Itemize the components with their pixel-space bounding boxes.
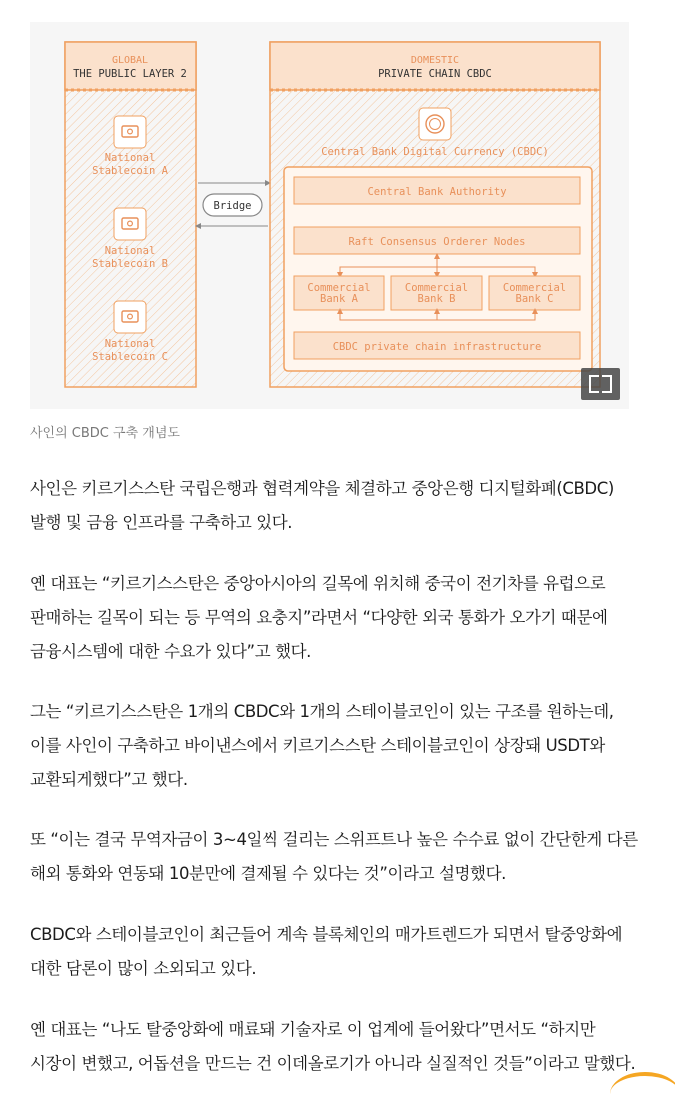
- cbdc-infrastructure-block: [284, 167, 592, 371]
- cbdc-private-chain-infrastructure: CBDC private chain infrastructure: [332, 341, 542, 353]
- bridge-label: Bridge: [213, 200, 252, 212]
- bank-b-line1: Commercial: [404, 282, 469, 294]
- article-paragraph: 옌 대표는 “키르기스스탄은 중앙아시아의 길목에 위치해 중국이 전기차를 유럽으로 판매하는 길목이 되는 등 무역의 요충지”라면서 “다양한 외국 통화가 오가기 때문에 금융시스템에 대한 수요가 있다”고 했다.: [30, 574, 608, 661]
- expand-image-button[interactable]: [581, 368, 620, 400]
- raft-consensus-nodes: Raft Consensus Orderer Nodes: [348, 236, 526, 248]
- cbdc-diagram-figure: [30, 22, 629, 409]
- figure-caption: 사인의 CBDC 구축 개념도: [30, 426, 180, 441]
- global-title: THE PUBLIC LAYER 2: [73, 68, 187, 80]
- bank-a-line2: Bank A: [320, 293, 358, 305]
- stablecoin-b-line2: Stablecoin B: [92, 258, 168, 270]
- cbdc-diagram: [30, 22, 629, 409]
- article-paragraph: 또 “이는 결국 무역자금이 3~4일씩 걸리는 스위프트나 높은 수수료 없이 간단한게 다른 해외 통화와 연동돼 10분만에 결제될 수 있다는 것”이라고 설명했다.: [30, 830, 638, 883]
- article-paragraph: CBDC와 스테이블코인이 최근들어 계속 블록체인의 매가트렌드가 되면서 탈중앙화에 대한 담론이 많이 소외되고 있다.: [30, 925, 623, 978]
- stablecoin-c-line1: National: [104, 338, 156, 350]
- article-paragraph: 그는 “키르기스스탄은 1개의 CBDC와 1개의 스테이블코인이 있는 구조를 원하는데, 이를 사인이 구축하고 바이낸스에서 키르기스스탄 스테이블코인이 상장돼 USDT와 교환되게했다”고 했다.: [30, 702, 614, 789]
- central-bank-authority: Central Bank Authority: [367, 186, 507, 198]
- floating-action-button[interactable]: [610, 1072, 675, 1116]
- domestic-small-label: DOMESTIC: [410, 55, 460, 66]
- bridge-connector: [198, 183, 268, 226]
- bank-c-line2: Bank C: [515, 293, 554, 305]
- domestic-title: PRIVATE CHAIN CBDC: [378, 68, 492, 80]
- stablecoin-a-line2: Stablecoin A: [92, 165, 168, 177]
- stablecoin-c-line2: Stablecoin C: [92, 351, 168, 363]
- stablecoin-a-line1: National: [104, 152, 156, 164]
- bank-b-line2: Bank B: [417, 293, 456, 305]
- stablecoin-b-line1: National: [104, 245, 156, 257]
- bank-c-line1: Commercial: [502, 282, 567, 294]
- bank-a-line1: Commercial: [307, 282, 371, 294]
- global-small-label: GLOBAL: [111, 55, 149, 66]
- article-paragraph: 옌 대표는 “나도 탈중앙화에 매료돼 기술자로 이 업계에 들어왔다”면서도 “하지만 시장이 변했고, 어돕션을 만드는 건 이데올로기가 아니라 실질적인 것들”이라고 말했다.: [30, 1020, 636, 1073]
- cbdc-label: Central Bank Digital Currency (CBDC): [321, 146, 549, 158]
- article-paragraph: 사인은 키르기스스탄 국립은행과 협력계약을 체결하고 중앙은행 디지털화폐(CBDC) 발행 및 금융 인프라를 구축하고 있다.: [30, 479, 614, 532]
